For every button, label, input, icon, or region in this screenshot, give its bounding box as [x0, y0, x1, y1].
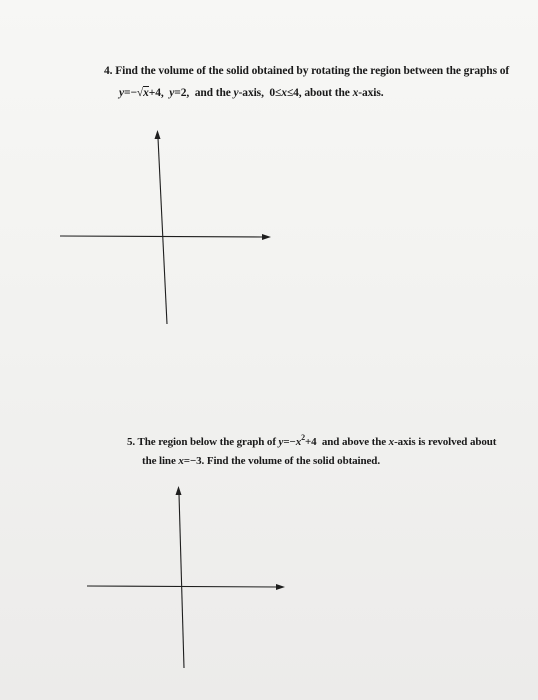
- problem-5-number: 5.: [127, 436, 136, 448]
- problem-4-statement: [104, 65, 509, 77]
- problem-4-axes: [55, 126, 275, 328]
- yaxis-rest: -axis,: [238, 87, 264, 99]
- eq2-rest: =2,: [174, 87, 190, 99]
- p5-var-x: x: [295, 436, 302, 448]
- y-axis-arrow-icon: [176, 486, 182, 495]
- yaxis-var: y: [233, 87, 239, 99]
- and-the-text: and the: [194, 87, 231, 99]
- p5-post-var: x: [388, 436, 395, 448]
- problem-4-text: Find the volume of the solid obtained by rotating the region between the graphs of: [115, 65, 510, 77]
- p5-var-y: y: [278, 436, 284, 448]
- p5-line2-pre: the line: [142, 455, 176, 467]
- y-axis-line: [158, 138, 167, 324]
- x-axis-arrow-icon: [262, 234, 271, 240]
- p5-exponent: 2: [301, 433, 305, 442]
- p5-line2-post: Find the volume of the solid obtained.: [206, 455, 380, 467]
- p5-line2-var: x: [178, 455, 184, 467]
- ineq-var: x: [281, 87, 287, 99]
- problem-5-text-pre: The region below the graph of: [137, 436, 276, 448]
- x-axis-arrow-icon: [276, 584, 285, 590]
- problem-4-number: 4.: [104, 65, 113, 77]
- sqrt-expression: [137, 87, 149, 99]
- p5-line2-eq: =−3.: [183, 455, 205, 467]
- eq1-rest: +4,: [148, 87, 164, 99]
- problem-5-axes: [82, 482, 297, 672]
- about-the-text: about the: [304, 87, 350, 99]
- problem-5-line-2: [142, 455, 380, 467]
- eq2-lhs: y: [169, 87, 175, 99]
- p5-post-rest: -axis is revolved about: [394, 436, 497, 448]
- sqrt-radicand: x: [143, 87, 149, 99]
- y-axis-line: [179, 494, 184, 668]
- x-axis-line: [87, 586, 278, 587]
- y-axis-arrow-icon: [155, 130, 161, 139]
- radical-sign: √: [136, 87, 144, 99]
- xaxis-rest: -axis.: [358, 87, 384, 99]
- p5-rest: +4: [305, 436, 317, 448]
- p5-eq: =−: [283, 436, 296, 448]
- ineq-pre: 0≤: [269, 87, 282, 99]
- problem-5-statement: [127, 433, 496, 448]
- eq1-lhs: y: [119, 87, 125, 99]
- eq1-equals: =−: [124, 87, 137, 99]
- p5-post-pre: and above the: [321, 436, 386, 448]
- xaxis-var: x: [352, 87, 359, 99]
- ineq-post: ≤4,: [286, 87, 302, 99]
- problem-4-equations: [119, 87, 384, 99]
